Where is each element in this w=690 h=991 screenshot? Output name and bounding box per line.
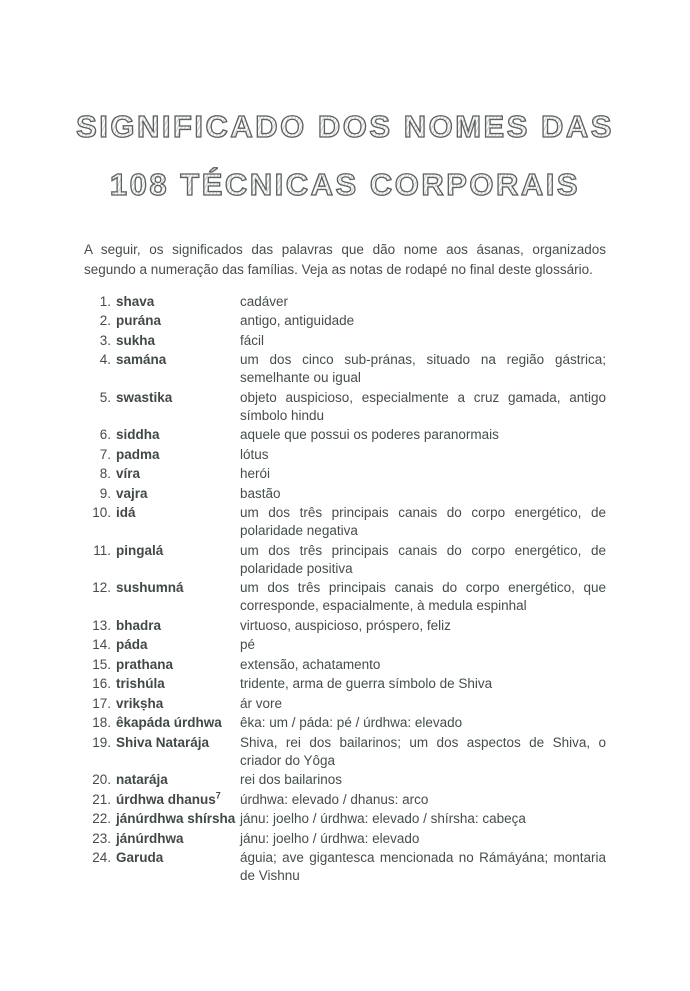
entry-definition: aquele que possui os poderes paranormais — [240, 427, 499, 442]
entry-number: 23. — [92, 830, 111, 846]
entry-number: 10. — [92, 505, 111, 520]
entry-term-cell — [84, 579, 240, 597]
glossary-entry — [84, 293, 606, 311]
glossary-entry — [84, 389, 606, 425]
entry-definition: lótus — [240, 446, 269, 462]
glossary-list — [84, 293, 606, 886]
entry-number: 17. — [92, 695, 111, 711]
entry-definition: Shiva, rei dos bailarinos; um dos aspectos de Shiva, o criador do Yôga — [240, 734, 606, 768]
entry-number: 5. — [99, 389, 111, 405]
entry-term: prathana — [116, 656, 174, 672]
entry-term: vajra — [116, 485, 148, 501]
entry-term: sukha — [116, 332, 156, 348]
entry-number: 18. — [92, 715, 111, 730]
entry-definition: um dos cinco sub-pránas, situado na região gástrica; semelhante ou igual — [240, 352, 606, 385]
glossary-entry — [84, 332, 606, 350]
entry-term: trishúla — [116, 676, 165, 691]
entry-term: swastika — [116, 389, 173, 405]
glossary-entry — [84, 504, 606, 540]
page-title — [64, 0, 626, 214]
entry-term: padma — [116, 446, 160, 462]
glossary-entry — [84, 791, 606, 809]
entry-number: 1. — [99, 293, 111, 309]
glossary-entry — [84, 351, 606, 387]
entry-term-cell — [84, 617, 240, 635]
entry-number: 4. — [99, 352, 111, 367]
entry-definition: jánu: joelho / úrdhwa: elevado — [240, 830, 420, 846]
glossary-entry — [84, 636, 606, 654]
entry-term: idá — [116, 505, 136, 520]
entry-term-cell — [84, 849, 240, 867]
entry-definition: pé — [240, 637, 256, 652]
glossary-entry — [84, 542, 606, 578]
entry-term-cell — [84, 332, 240, 350]
entry-definition: úrdhwa: elevado / dhanus: arco — [240, 791, 429, 807]
entry-definition: herói — [240, 466, 271, 481]
entry-term: siddha — [116, 427, 160, 442]
glossary-entry — [84, 446, 606, 464]
entry-number: 8. — [99, 466, 111, 481]
entry-definition: um dos três principais canais do corpo energético, de polaridade positiva — [240, 542, 606, 576]
entry-definition: rei dos bailarinos — [240, 772, 343, 787]
entry-definition: virtuoso, auspicioso, próspero, feliz — [240, 617, 451, 633]
entry-number: 6. — [99, 427, 111, 442]
entry-number: 9. — [99, 485, 111, 501]
glossary-entry — [84, 426, 606, 444]
entry-definition: objeto auspicioso, especialmente a cruz gamada, antigo símbolo hindu — [240, 389, 606, 423]
entry-term: páda — [116, 637, 148, 652]
glossary-entry — [84, 810, 606, 828]
entry-definition: jánu: joelho / úrdhwa: elevado / shírsha: cabeça — [240, 811, 526, 826]
glossary-entry — [84, 579, 606, 615]
entry-term-cell — [84, 791, 240, 809]
entry-number: 7. — [99, 446, 111, 462]
entry-term: Shiva Natarája — [116, 734, 210, 750]
entry-term: shava — [116, 293, 155, 309]
entry-definition: extensão, achatamento — [240, 656, 381, 672]
glossary-entry — [84, 771, 606, 789]
glossary-entry — [84, 617, 606, 635]
entry-term-cell — [84, 714, 240, 732]
entry-term-cell — [84, 312, 240, 330]
entry-term-cell — [84, 771, 240, 789]
entry-term: víra — [116, 466, 141, 481]
entry-term-cell — [84, 504, 240, 522]
entry-definition: um dos três principais canais do corpo energético, de polaridade negativa — [240, 505, 606, 538]
entry-number: 15. — [92, 656, 111, 672]
entry-number: 19. — [92, 734, 111, 750]
footnote-marker: 7 — [215, 790, 221, 800]
entry-term: sushumná — [116, 580, 184, 595]
entry-term-cell — [84, 636, 240, 654]
entry-number: 11. — [93, 542, 111, 558]
entry-definition: êka: um / páda: pé / úrdhwa: elevado — [240, 715, 463, 730]
entry-term-cell — [84, 293, 240, 311]
intro-paragraph: A seguir, os significados das palavras que dão nome aos ásanas, organizados segundo a numeração das famílias. Veja as notas de rodapé no final deste glossário. — [84, 242, 606, 277]
entry-definition: cadáver — [240, 293, 289, 309]
entry-term: jánúrdhwa shírsha — [116, 811, 236, 826]
glossary-entry — [84, 656, 606, 674]
entry-term-cell — [84, 465, 240, 483]
entry-number: 21. — [92, 791, 111, 807]
glossary-entry — [84, 830, 606, 848]
entry-term: úrdhwa dhanus$^7$ — [116, 790, 221, 807]
entry-term: pingalá — [116, 542, 164, 558]
entry-term-cell — [84, 542, 240, 560]
entry-definition: um dos três principais canais do corpo energético, que corresponde, espacialmente, à medula espinhal — [240, 580, 606, 613]
entry-term: natarája — [116, 772, 168, 787]
entry-term-cell — [84, 830, 240, 848]
entry-number: 24. — [92, 850, 111, 865]
entry-term: bhadra — [116, 617, 162, 633]
entry-number: 13. — [92, 617, 111, 633]
glossary-entry — [84, 734, 606, 770]
entry-term-cell — [84, 675, 240, 693]
entry-definition: águia; ave gigantesca mencionada no Rámáyána; montaria de Vishnu — [240, 850, 606, 883]
entry-term: vrikṣha — [116, 695, 164, 711]
entry-term-cell — [84, 695, 240, 713]
entry-term: purána — [116, 313, 162, 328]
entry-term-cell — [84, 810, 240, 828]
entry-definition: tridente, arma de guerra símbolo de Shiva — [240, 676, 493, 691]
glossary-entry — [84, 695, 606, 713]
entry-definition: ár vore — [240, 695, 283, 711]
glossary-entry — [84, 465, 606, 483]
page-title-line-1: SIGNIFICADO DOS NOMES DAS — [64, 98, 626, 156]
entry-number: 22. — [92, 811, 111, 826]
entry-number: 14. — [92, 637, 111, 652]
entry-term-cell — [84, 446, 240, 464]
page-title-line-2: 108 TÉCNICAS CORPORAIS — [64, 156, 626, 214]
entry-number: 20. — [92, 772, 111, 787]
entry-number: 16. — [92, 676, 111, 691]
entry-term: samána — [116, 352, 167, 367]
entry-definition: bastão — [240, 485, 281, 501]
entry-term: Garuda — [116, 850, 164, 865]
entry-term: jánúrdhwa — [116, 830, 184, 846]
glossary-entry — [84, 714, 606, 732]
entry-definition: antigo, antiguidade — [240, 313, 355, 328]
glossary-entry — [84, 675, 606, 693]
entry-number: 12. — [92, 580, 111, 595]
glossary-entry — [84, 849, 606, 885]
entry-term-cell — [84, 351, 240, 369]
entry-definition: fácil — [240, 332, 265, 348]
entry-term: êkapáda úrdhwa — [116, 715, 222, 730]
entry-term-cell — [84, 389, 240, 407]
entry-term-cell — [84, 734, 240, 752]
entry-term-cell — [84, 656, 240, 674]
entry-term-cell — [84, 426, 240, 444]
glossary-entry — [84, 485, 606, 503]
entry-term-cell — [84, 485, 240, 503]
glossary-entry — [84, 312, 606, 330]
entry-number: 2. — [99, 313, 111, 328]
entry-number: 3. — [99, 332, 111, 348]
